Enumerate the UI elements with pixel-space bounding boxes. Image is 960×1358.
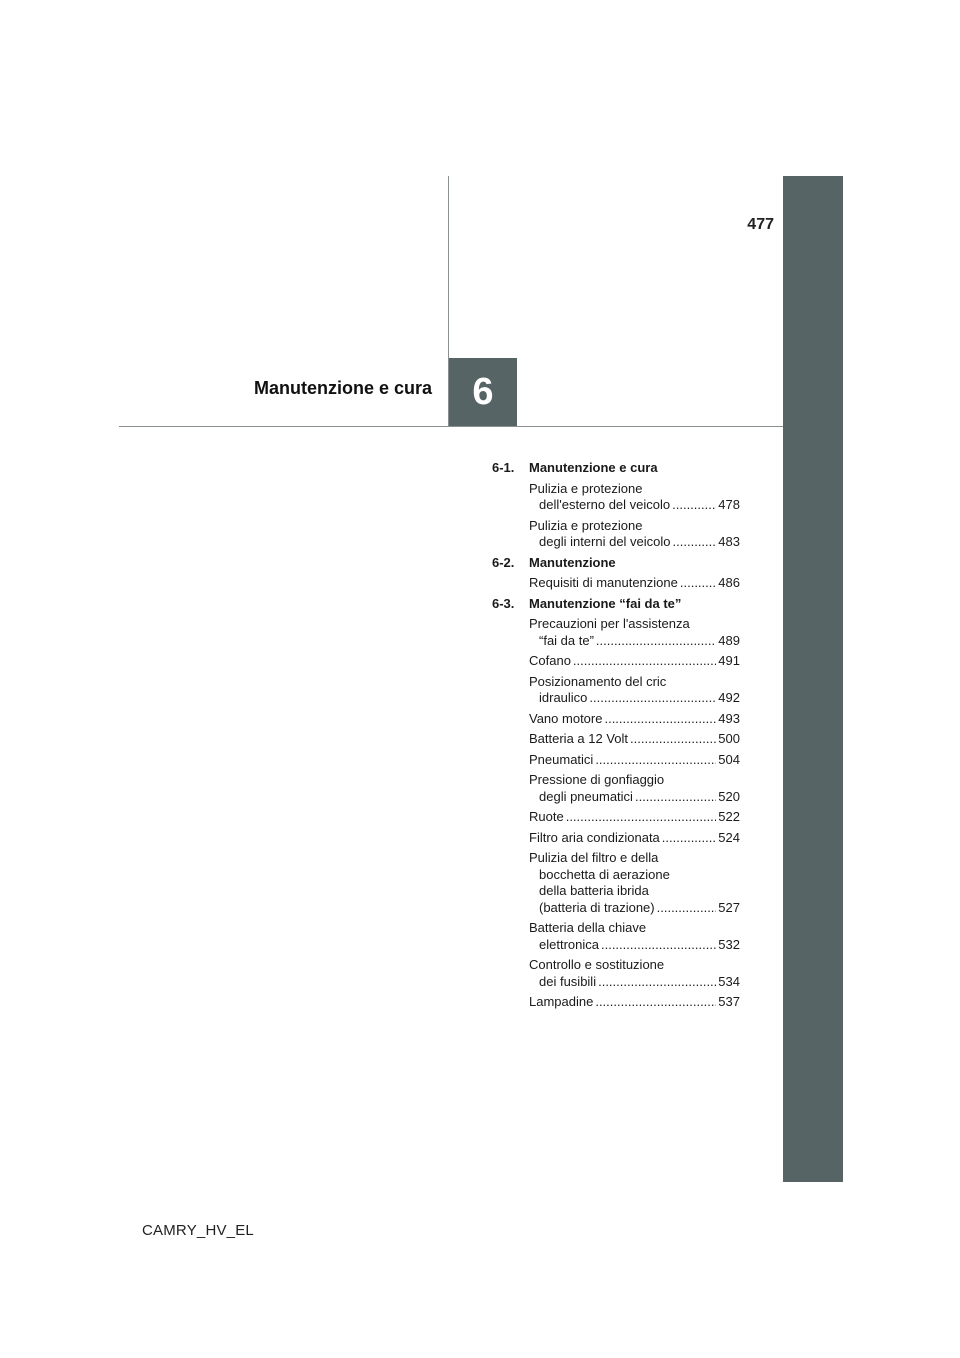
section-number: 6-2.	[492, 554, 515, 570]
toc-entry-diy-precautions[interactable]	[529, 616, 740, 649]
leader-dots	[680, 575, 716, 592]
entry-text: dei fusibili	[539, 973, 597, 989]
leader-dots	[604, 711, 716, 728]
entry-page: 489	[718, 632, 740, 648]
chapter-title: Manutenzione e cura	[253, 378, 432, 398]
entry-page: 537	[718, 994, 740, 1009]
entry-text: Filtro aria condizionata	[529, 829, 660, 845]
entry-page: 493	[718, 710, 740, 726]
entry-text: Vano motore	[529, 710, 603, 726]
toc-section-6-1[interactable]	[492, 460, 740, 477]
entry-line: Pulizia del filtro e della	[529, 850, 659, 865]
toc-entry-wheels[interactable]	[529, 809, 740, 826]
entry-line: Pressione di gonfiaggio	[529, 772, 665, 787]
entry-text: (batteria di trazione)	[539, 899, 655, 915]
toc-entry-hybrid-battery-vent[interactable]	[529, 850, 740, 916]
leader-dots	[589, 690, 716, 707]
entry-text: degli pneumatici	[539, 788, 633, 804]
section-title: Manutenzione “fai da te”	[529, 595, 682, 611]
leader-dots	[566, 809, 717, 826]
leader-dots	[595, 994, 716, 1011]
entry-page: 527	[718, 899, 740, 915]
toc-entry-exterior-cleaning[interactable]	[529, 481, 740, 514]
leader-dots	[630, 731, 716, 748]
entry-page: 486	[718, 575, 740, 590]
entry-page: 478	[718, 497, 740, 512]
leader-dots	[595, 752, 716, 769]
toc-entry-fuses[interactable]	[529, 957, 740, 990]
entry-page: 520	[718, 788, 740, 804]
entry-page: 524	[718, 829, 740, 845]
entry-text: Ruote	[529, 809, 564, 824]
toc-entry-bulbs[interactable]	[529, 994, 740, 1011]
entry-text: elettronica	[539, 936, 599, 952]
section-title: Manutenzione e cura	[529, 460, 658, 475]
entry-line: Pulizia e protezione	[529, 480, 643, 496]
leader-dots	[573, 653, 716, 670]
section-number: 6-1.	[492, 460, 515, 475]
chapter-number-box	[449, 358, 517, 426]
entry-text: degli interni del veicolo	[539, 534, 671, 549]
entry-line: Precauzioni per l'assistenza	[529, 616, 690, 631]
toc-entry-interior-cleaning[interactable]	[529, 518, 740, 551]
entry-page: 500	[718, 731, 740, 746]
toc-entry-tire-pressure[interactable]	[529, 772, 740, 805]
leader-dots	[672, 497, 716, 514]
toc-entry-tires[interactable]	[529, 752, 740, 769]
toc-entry-ac-filter[interactable]	[529, 830, 740, 847]
entry-line: Controllo e sostituzione	[529, 957, 665, 972]
entry-text: Requisiti di manutenzione	[529, 575, 678, 590]
entry-line: della batteria ibrida	[539, 883, 649, 898]
entry-text: idraulico	[539, 690, 588, 705]
entry-page: 534	[718, 973, 740, 989]
entry-text: Batteria a 12 Volt	[529, 731, 629, 746]
entry-page: 492	[718, 690, 740, 705]
chapter-side-tab	[783, 176, 843, 1182]
entry-page: 532	[718, 936, 740, 952]
entry-text: Pneumatici	[529, 751, 594, 767]
entry-page: 504	[718, 751, 740, 767]
chapter-number: 6	[472, 370, 494, 413]
leader-dots	[596, 633, 716, 650]
entry-page: 491	[718, 653, 740, 668]
entry-text: dell'esterno del veicolo	[539, 497, 671, 512]
horizontal-divider	[119, 426, 783, 427]
leader-dots	[601, 937, 716, 954]
table-of-contents	[492, 460, 740, 1015]
entry-line: bocchetta di aerazione	[539, 866, 670, 882]
toc-entry-key-battery[interactable]	[529, 920, 740, 953]
document-code: CAMRY_HV_EL	[142, 1222, 254, 1239]
entry-page: 483	[718, 534, 740, 549]
toc-entry-engine-compartment[interactable]	[529, 711, 740, 728]
toc-entry-jack-positioning[interactable]	[529, 674, 740, 707]
leader-dots	[598, 974, 716, 991]
entry-page: 522	[718, 809, 740, 824]
leader-dots	[635, 789, 716, 806]
leader-dots	[673, 534, 717, 551]
toc-entry-12v-battery[interactable]	[529, 731, 740, 748]
entry-line: Batteria della chiave	[529, 920, 647, 935]
section-title: Manutenzione	[529, 554, 616, 570]
section-number: 6-3.	[492, 595, 515, 611]
toc-section-6-2[interactable]	[492, 555, 740, 572]
toc-entry-maintenance-requirements[interactable]	[529, 575, 740, 592]
page-number: 477	[747, 216, 774, 233]
entry-text: Lampadine	[529, 994, 594, 1009]
toc-section-6-3[interactable]	[492, 596, 740, 613]
entry-text: Cofano	[529, 653, 571, 668]
entry-line: Posizionamento del cric	[529, 673, 667, 689]
entry-text: “fai da te”	[539, 632, 594, 648]
toc-entry-hood[interactable]	[529, 653, 740, 670]
leader-dots	[657, 900, 717, 917]
leader-dots	[662, 830, 717, 847]
entry-line: Pulizia e protezione	[529, 517, 643, 533]
